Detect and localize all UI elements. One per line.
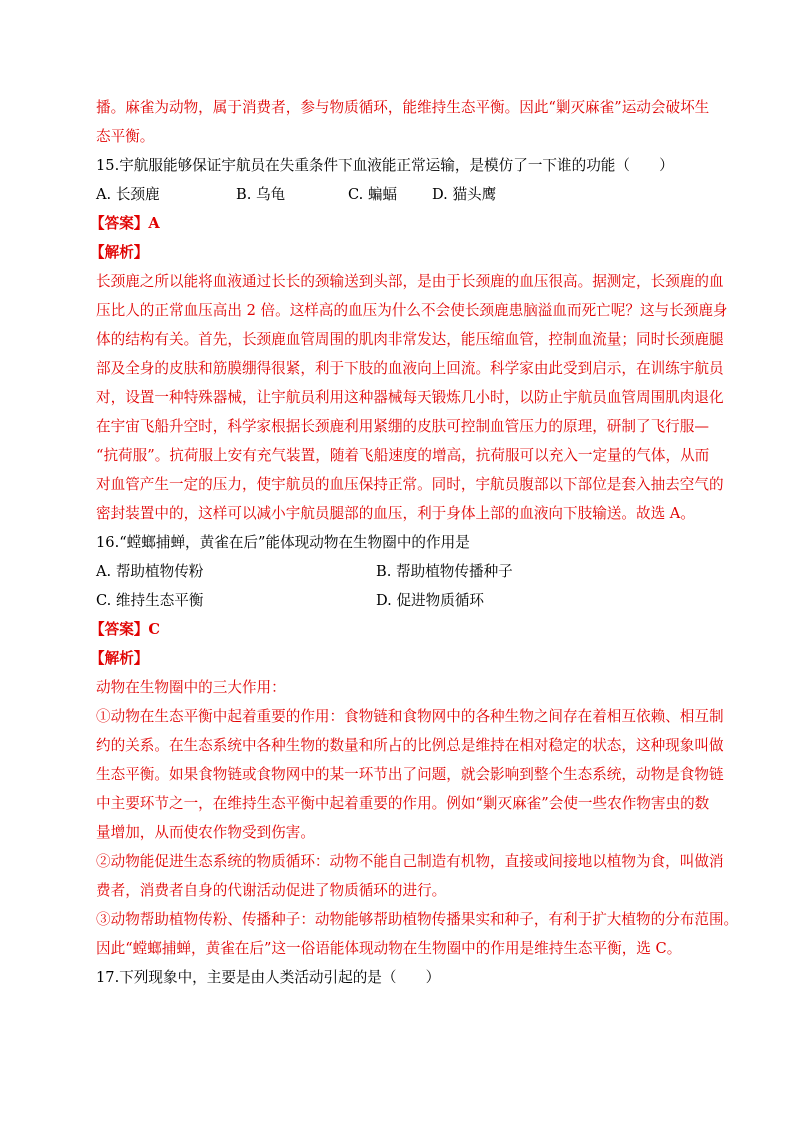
q16-analysis-tag: 【解析】 [90,650,149,667]
q16-option-c: C. 维持生态平衡 [96,592,204,609]
q16-analysis-line: ③动物帮助植物传粉、传播种子：动物能够帮助植物传播果实和种子，有利于扩大植物的分布范围。 [96,911,739,928]
q16-option-a: A. 帮助植物传粉 [96,563,204,580]
q16-option-b: B. 帮助植物传播种子 [376,563,513,580]
q16-analysis-line: 量增加，从而使农作物受到伤害。 [96,824,315,841]
q15-analysis-line: 体的结构有关。首先，长颈鹿血管周围的肌肉非常发达，能压缩血管，控制血流量；同时长颈鹿腿 [96,331,724,348]
q15-analysis-line: 密封装置中的，这样可以减小宇航员腿部的血压，利于身体上部的血液向下肢输送。故选 A。 [96,505,695,522]
question-15-text: 15.宇航服能够保证宇航员在失重条件下血液能正常运输，是模仿了一下谁的功能（ ） [96,157,674,174]
explanation-line: 播。麻雀为动物，属于消费者，参与物质循环，能维持生态平衡。因此“剿灭麻雀”运动会破坏生 [96,99,710,116]
q16-analysis-line: ①动物在生态平衡中起着重要的作用：食物链和食物网中的各种生物之间存在着相互依赖、相互制 [96,708,724,725]
q15-answer-tag: 【答案】A [90,215,160,232]
q16-analysis-line: 生态平衡。如果食物链或食物网中的某一环节出了问题，就会影响到整个生态系统，动物是食物链 [96,766,724,783]
q15-analysis-line: 部及全身的皮肤和筋膜绷得很紧，利于下肢的血液向上回流。科学家由此受到启示，在训练宇航员 [96,360,724,377]
explanation-line: 态平衡。 [96,128,155,145]
q15-analysis-line: 对血管产生一定的压力，使宇航员的血压保持正常。同时，宇航员腹部以下部位是套入抽去空气的 [96,476,724,493]
q16-analysis-line: 费者，消费者自身的代谢活动促进了物质循环的进行。 [96,882,447,899]
q16-answer-tag: 【答案】C [90,621,160,638]
q15-option-c: C. 蝙蝠 [348,186,398,203]
q15-option-b: B. 乌龟 [236,186,286,203]
q15-analysis-line: “抗荷服”。抗荷服上安有充气装置，随着飞船速度的增高，抗荷服可以充入一定量的气体，从而 [96,447,710,464]
q15-analysis-tag: 【解析】 [90,244,149,261]
q16-analysis-line: 中主要环节之一，在维持生态平衡中起着重要的作用。例如“剿灭麻雀”会使一些农作物害虫的数 [96,795,710,812]
question-17-text: 17.下列现象中，主要是由人类活动引起的是（ ） [96,969,441,986]
q15-option-d: D. 猫头鹰 [432,186,497,203]
question-16-text: 16.“螳螂捕蝉，黄雀在后”能体现动物在生物圈中的作用是 [96,534,470,551]
q16-analysis-line: 约的关系。在生态系统中各种生物的数量和所占的比例总是维持在相对稳定的状态，这种现象叫做 [96,737,724,754]
q16-option-d: D. 促进物质循环 [376,592,485,609]
q15-analysis-line: 对，设置一种特殊器械，让宇航员利用这种器械每天锻炼几小时，以防止宇航员血管周围肌肉退化 [96,389,724,406]
q16-analysis-line: 因此“螳螂捕蝉，黄雀在后”这一俗语能体现动物在生物圈中的作用是维持生态平衡，选 C。 [96,940,682,957]
q16-analysis-line: ②动物能促进生态系统的物质循环：动物不能自己制造有机物，直接或间接地以植物为食，叫做消 [96,853,724,870]
q15-analysis-line: 长颈鹿之所以能将血液通过长长的颈输送到头部，是由于长颈鹿的血压很高。据测定，长颈鹿的血 [96,273,724,290]
q15-option-a: A. 长颈鹿 [96,186,160,203]
q15-analysis-line: 在宇宙飞船升空时，科学家根据长颈鹿利用紧绷的皮肤可控制血管压力的原理，研制了飞行服— [96,418,709,435]
q16-analysis-line: 动物在生物圈中的三大作用： [96,679,286,696]
q15-analysis-line: 压比人的正常血压高出 2 倍。这样高的血压为什么不会使长颈鹿患脑溢血而死亡呢？这与长颈鹿身 [96,302,728,319]
